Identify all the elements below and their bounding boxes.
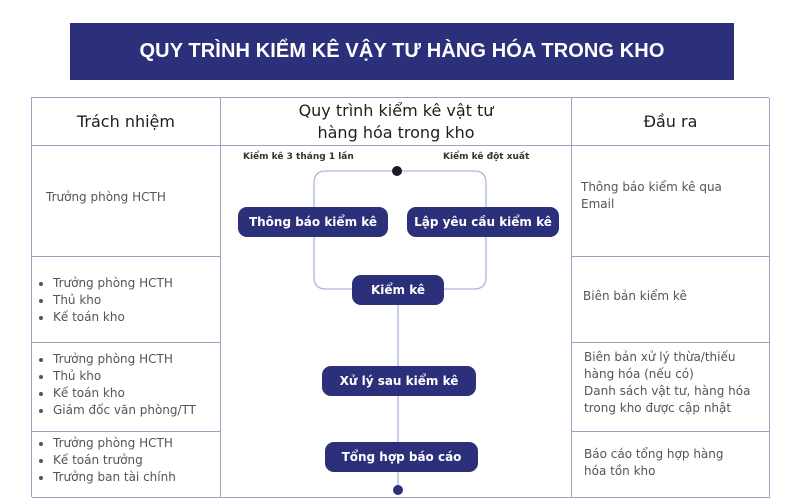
label-periodic: Kiểm kê 3 tháng 1 lần [243,152,354,162]
row-3-output-line-4: trong kho được cập nhật [584,401,732,415]
page-title: QUY TRÌNH KIỂM KÊ VẬY TƯ HÀNG HÓA TRONG KHO [139,40,665,62]
step-inventory-label: Kiểm kê [370,283,426,297]
start-node [392,166,402,176]
step-handle-label: Xử lý sau kiểm kê [339,374,459,388]
header-responsibility-label: Trách nhiệm [77,111,175,131]
row-4-resp-item: • Trưởng phòng HCTH [53,435,220,452]
row-4-output-line-2: hóa tồn kho [584,464,656,478]
step-request[interactable] [407,207,559,237]
row-2-resp-item: • Kế toán kho [53,309,220,326]
header-output-label: Đầu ra [643,111,698,131]
step-request-label: Lập yêu cầu kiểm kê [414,215,552,229]
step-notify-label: Thông báo kiểm kê [248,215,378,229]
label-adhoc: Kiểm kê đột xuất [443,152,530,162]
row-3-output-line-2: hàng hóa (nếu có) [584,367,694,381]
row-3-resp-item: • Giám đốc văn phòng/TT [53,402,220,419]
step-handle[interactable] [322,366,476,396]
step-inventory[interactable] [352,275,444,305]
row-3-output-line-1: Biên bản xử lý thừa/thiếu [584,350,736,364]
row-3-output-line-3: Danh sách vật tư, hàng hóa [584,384,751,398]
row-2-resp-item: • Thủ kho [53,292,220,309]
row-1-resp-text: Trưởng phòng HCTH [46,190,166,204]
header-process-line2: hàng hóa trong kho [317,122,475,142]
row-4-resp-item: • Kế toán trưởng [53,452,220,469]
row-3-resp-item: • Thủ kho [53,368,220,385]
row-1-output-line-2: Email [581,197,615,211]
row-2-output-line-1: Biên bản kiểm kê [583,289,687,303]
step-report[interactable] [325,442,478,472]
step-notify[interactable] [238,207,388,237]
row-3-resp-item: • Trưởng phòng HCTH [53,351,220,368]
row-4-output-line-1: Báo cáo tổng hợp hàng [584,447,724,461]
row-2-resp-item: • Trưởng phòng HCTH [53,275,220,292]
row-4-resp-item: • Trưởng ban tài chính [53,469,220,486]
row-3-resp-item: • Kế toán kho [53,385,220,402]
row-1-output-line-1: Thông báo kiểm kê qua [581,180,722,194]
step-report-label: Tổng hợp báo cáo [341,450,462,464]
header-process-line1: Quy trình kiểm kê vật tư [298,100,494,120]
end-node [393,485,403,495]
